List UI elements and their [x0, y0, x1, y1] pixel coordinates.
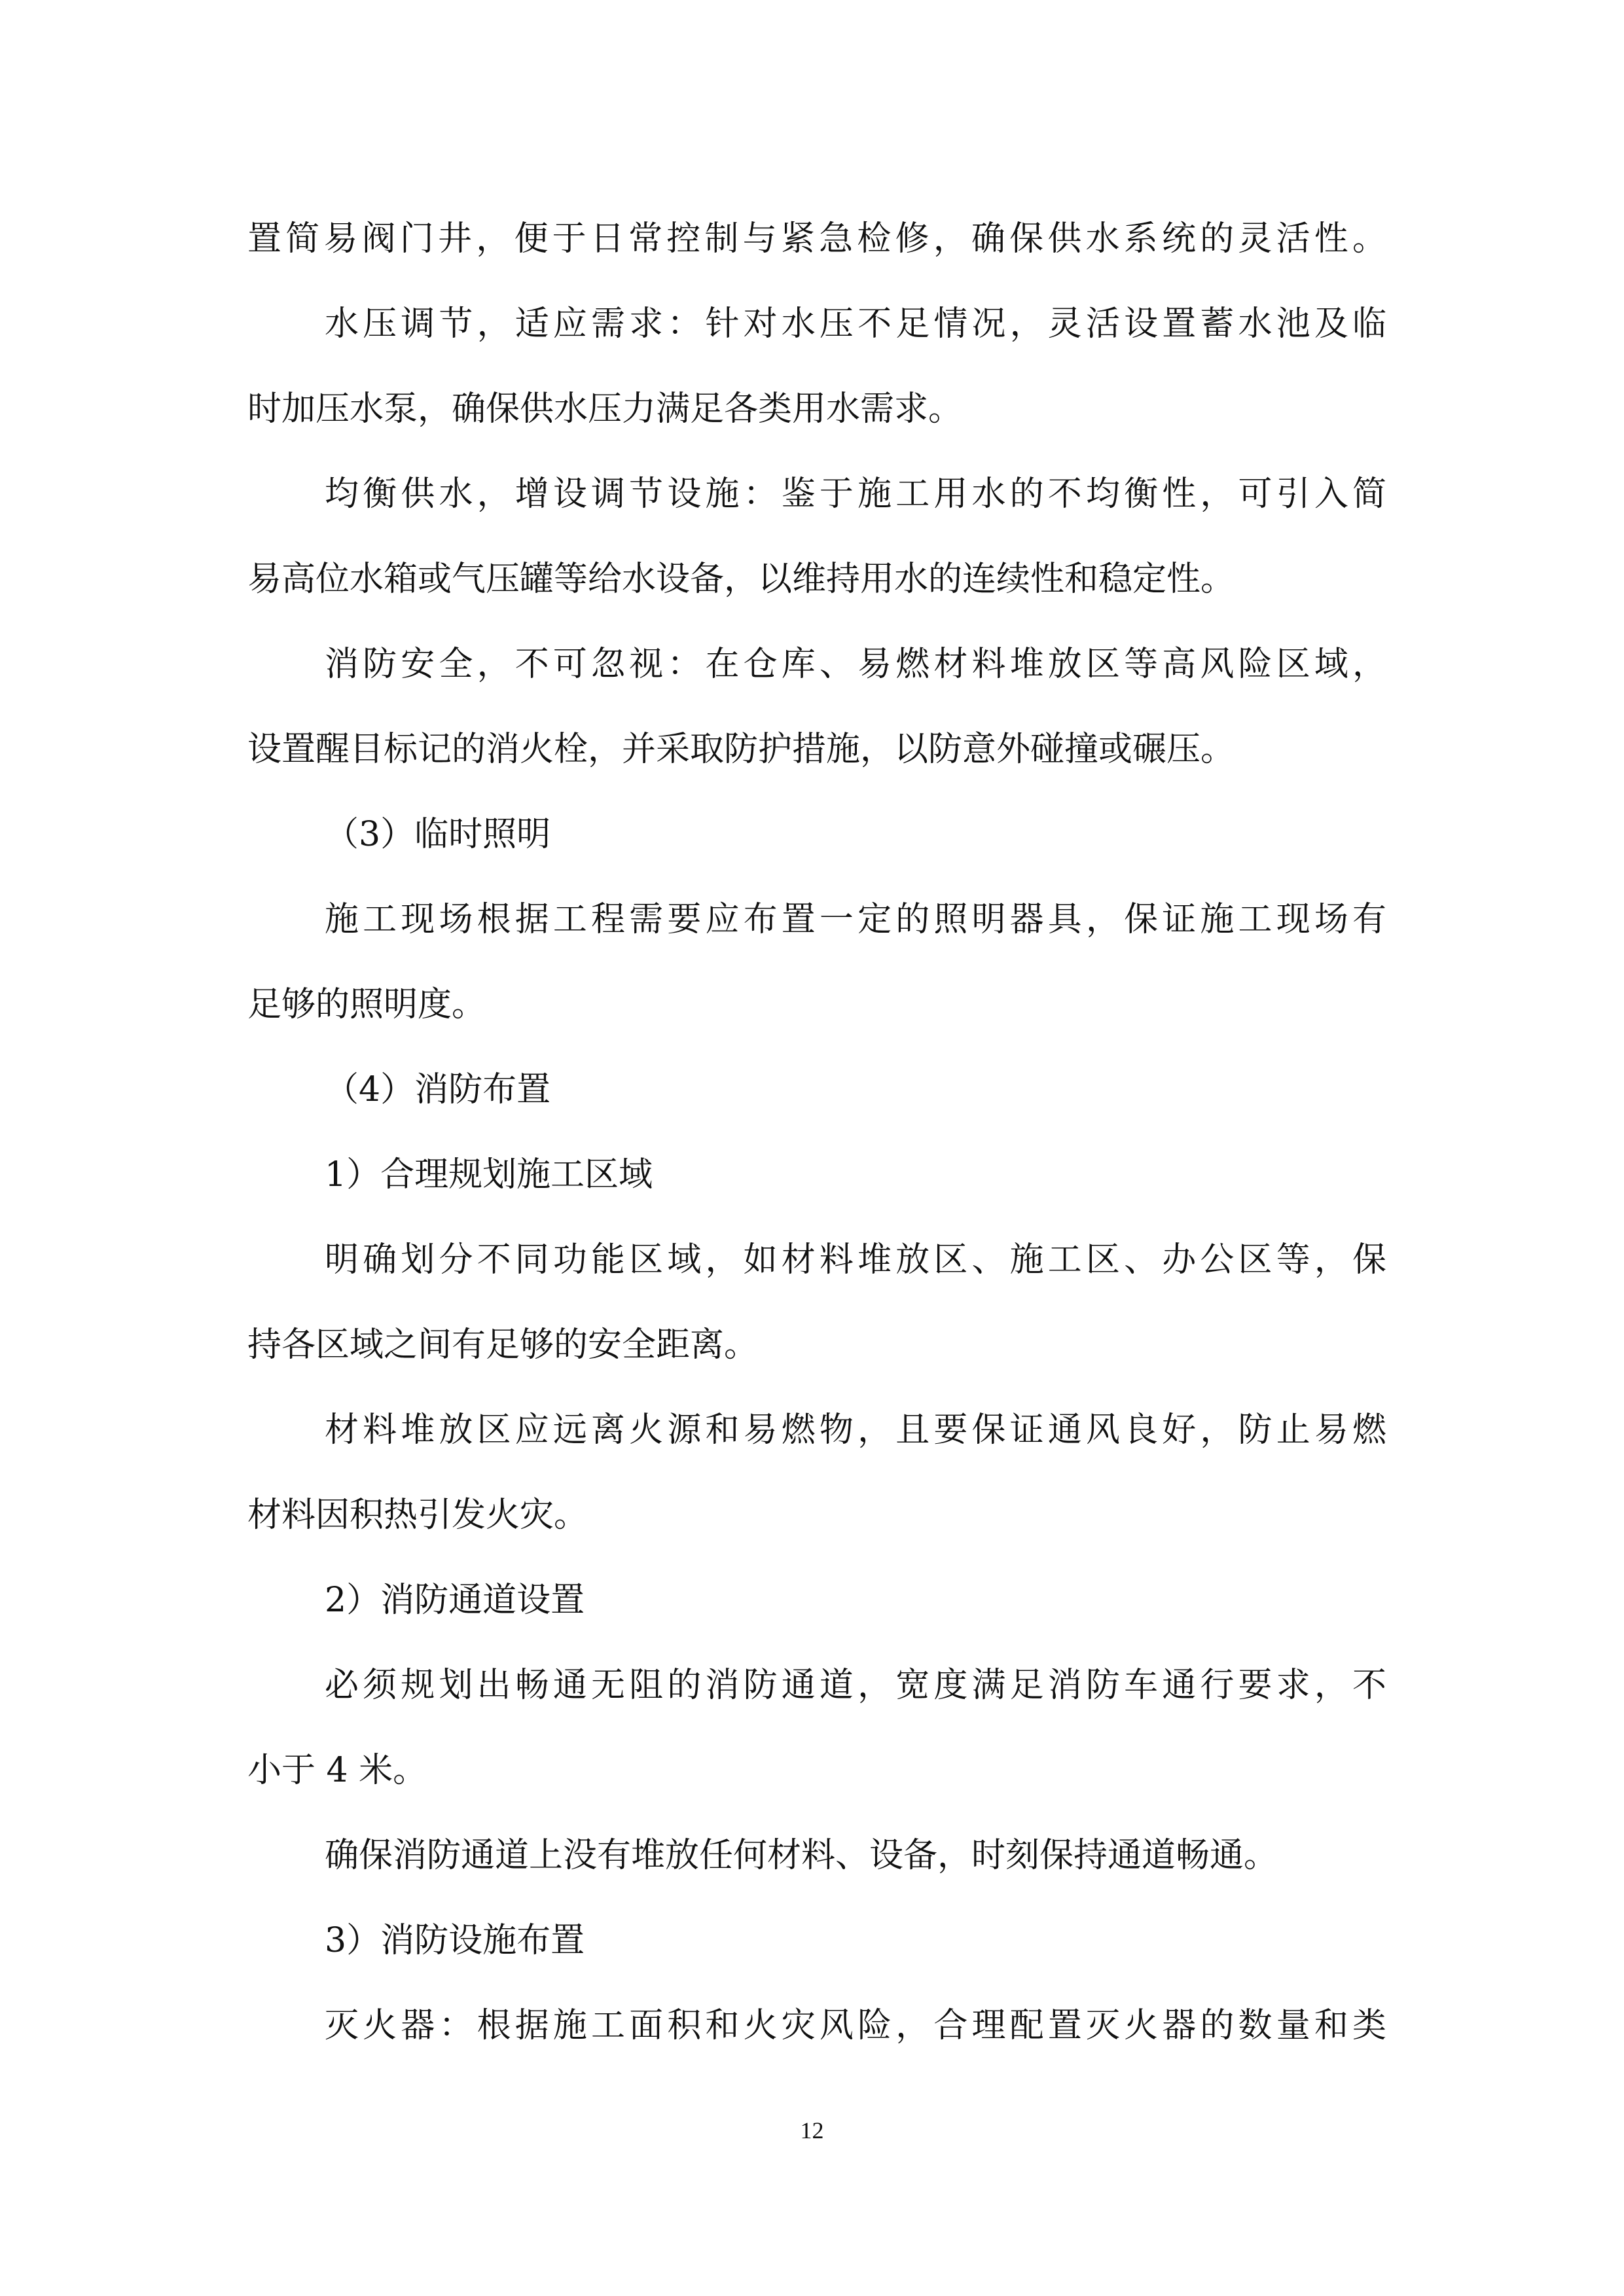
section-heading-temporary-lighting: （3）临时照明 — [325, 815, 551, 854]
subheading-planning-areas: 1）合理规划施工区域 — [325, 1155, 653, 1194]
subheading-fire-facilities: 3）消防设施布置 — [325, 1921, 585, 1960]
paragraph-line: 易高位水箱或气压罐等给水设备，以维持用水的连续性和稳定性。 — [247, 560, 1235, 599]
paragraph-line-continuation: 置简易阀门井，便于日常控制与紧急检修，确保供水系统的灵活性。 — [247, 219, 1386, 259]
paragraph-line-material-storage: 材料堆放区应远离火源和易燃物，且要保证通风良好，防止易燃 — [325, 1410, 1386, 1450]
paragraph-line-water-pressure: 水压调节，适应需求：针对水压不足情况，灵活设置蓄水池及临 — [325, 304, 1386, 344]
paragraph-line-lighting: 施工现场根据工程需要应布置一定的照明器具，保证施工现场有 — [325, 900, 1386, 939]
page-number: 12 — [800, 2117, 824, 2144]
paragraph-line-fire-safety: 消防安全，不可忽视：在仓库、易燃材料堆放区等高风险区域， — [325, 645, 1386, 684]
subheading-fire-lanes: 2）消防通道设置 — [325, 1581, 585, 1620]
paragraph-line-extinguishers: 灭火器：根据施工面积和火灾风险，合理配置灭火器的数量和类 — [325, 2006, 1386, 2045]
body-text — [247, 196, 1386, 2068]
paragraph-line: 材料因积热引发火灾。 — [247, 1496, 588, 1535]
paragraph-line-zones: 明确划分不同功能区域，如材料堆放区、施工区、办公区等，保 — [325, 1240, 1386, 1280]
paragraph-line: 足够的照明度。 — [247, 985, 486, 1024]
section-heading-fire-layout: （4）消防布置 — [325, 1070, 551, 1109]
paragraph-line: 小于 4 米。 — [247, 1751, 427, 1790]
paragraph-line-fire-lane-width: 必须规划出畅通无阻的消防通道，宽度满足消防车通行要求，不 — [325, 1666, 1386, 1705]
paragraph-line: 时加压水泵，确保供水压力满足各类用水需求。 — [247, 389, 963, 429]
paragraph-line-balanced-supply: 均衡供水，增设调节设施：鉴于施工用水的不均衡性，可引入简 — [325, 475, 1386, 514]
paragraph-line-clear-lanes: 确保消防通道上没有堆放任何材料、设备，时刻保持通道畅通。 — [325, 1836, 1278, 1875]
paragraph-line: 持各区域之间有足够的安全距离。 — [247, 1325, 759, 1365]
paragraph-line: 设置醒目标记的消火栓，并采取防护措施，以防意外碰撞或碾压。 — [247, 730, 1235, 769]
